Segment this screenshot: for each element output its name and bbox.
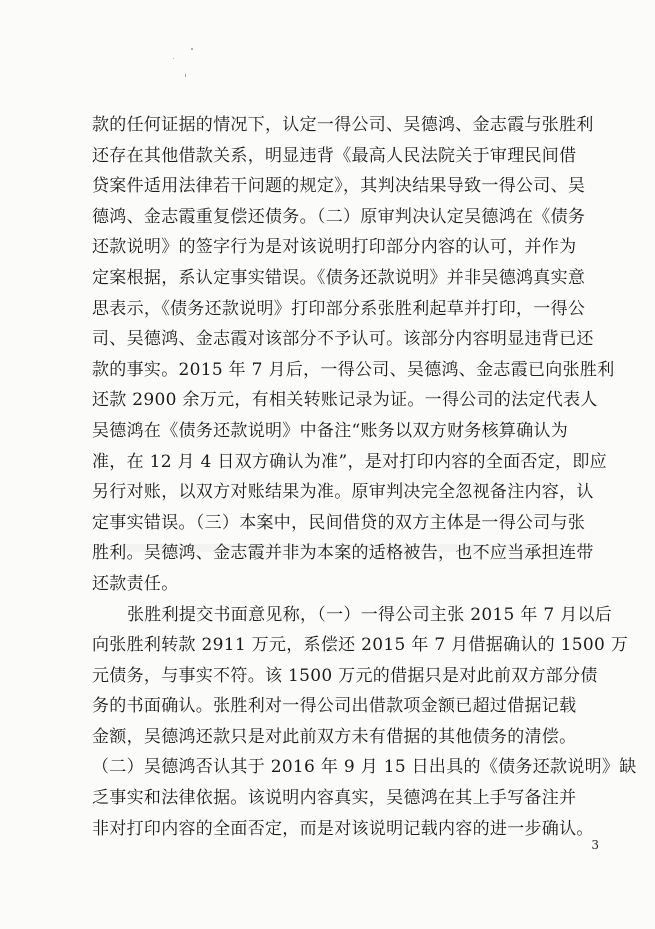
text-line: 思表示，《债务还款说明》打印部分系张胜利起草并打印，一得公 xyxy=(92,298,586,319)
text-line: 款的任何证据的情况下，认定一得公司、吴德鸿、金志霞与张胜利 xyxy=(92,115,594,135)
scan-speck xyxy=(185,74,186,77)
text-line: 吴德鸿在《债务还款说明》中备注“账务以双方财务核算确认为 xyxy=(92,420,569,441)
text-line: 还存在其他借款关系，明显违背《最高人民法院关于审理民间借 xyxy=(92,145,577,166)
text-line: 还款责任。 xyxy=(92,573,179,594)
text-line: 另行对账，以双方对账结果为准。原审判决完全忽视备注内容，认 xyxy=(92,482,594,503)
text-line: （二）吴德鸿否认其于 2016 年 9 月 15 日出具的《债务还款说明》缺 xyxy=(92,757,637,778)
document-body xyxy=(92,110,637,844)
text-line: 务的书面确认。张胜利对一得公司出借款项金额已超过借据记载 xyxy=(92,696,577,717)
text-line: 元债务，与事实不符。该 1500 万元的借据只是对此前双方部分债 xyxy=(92,665,598,686)
scan-speck xyxy=(173,58,174,59)
text-line: 乏事实和法律依据。该说明内容真实，吴德鸿在其上手写备注并 xyxy=(92,788,577,809)
text-line: 定案根据，系认定事实错误。《债务还款说明》并非吴德鸿真实意 xyxy=(92,267,586,288)
text-line: 定事实错误。（三）本案中，民间借贷的双方主体是一得公司与张 xyxy=(92,512,586,533)
text-line: 司、吴德鸿、金志霞对该部分不予认可。该部分内容明显违背已还 xyxy=(92,329,594,350)
text-line: 胜利。吴德鸿、金志霞并非为本案的适格被告，也不应当承担连带 xyxy=(92,543,594,564)
scan-speck xyxy=(191,48,193,50)
text-line: 德鸿、金志霞重复偿还债务。（二）原审判决认定吴德鸿在《债务 xyxy=(92,206,586,227)
text-line: 还款说明》的签字行为是对该说明打印部分内容的认可，并作为 xyxy=(92,237,577,258)
paragraph-2 xyxy=(92,600,637,845)
page-number: 3 xyxy=(591,838,599,852)
text-line: 张胜利提交书面意见称，（一）一得公司主张 2015 年 7 月以后 xyxy=(127,604,613,625)
text-line: 还款 2900 余万元，有相关转账记录为证。一得公司的法定代表人 xyxy=(92,390,598,411)
text-line: 贷案件适用法律若干问题的规定》，其判决结果导致一得公司、吴 xyxy=(92,176,586,197)
text-line: 向张胜利转款 2911 万元，系偿还 2015 年 7 月借据确认的 1500 万 xyxy=(92,635,629,656)
text-line: 非对打印内容的全面否定，而是对该说明记载内容的进一步确认。 xyxy=(92,818,594,839)
text-line: 金额，吴德鸿还款只是对此前双方未有借据的其他债务的清偿。 xyxy=(92,726,577,747)
text-line: 款的事实。2015 年 7 月后，一得公司、吴德鸿、金志霞已向张胜利 xyxy=(92,359,615,380)
paragraph-1 xyxy=(92,110,615,600)
text-line: 准，在 12 月 4 日双方确认为准”，是对打印内容的全面否定，即应 xyxy=(92,451,607,472)
